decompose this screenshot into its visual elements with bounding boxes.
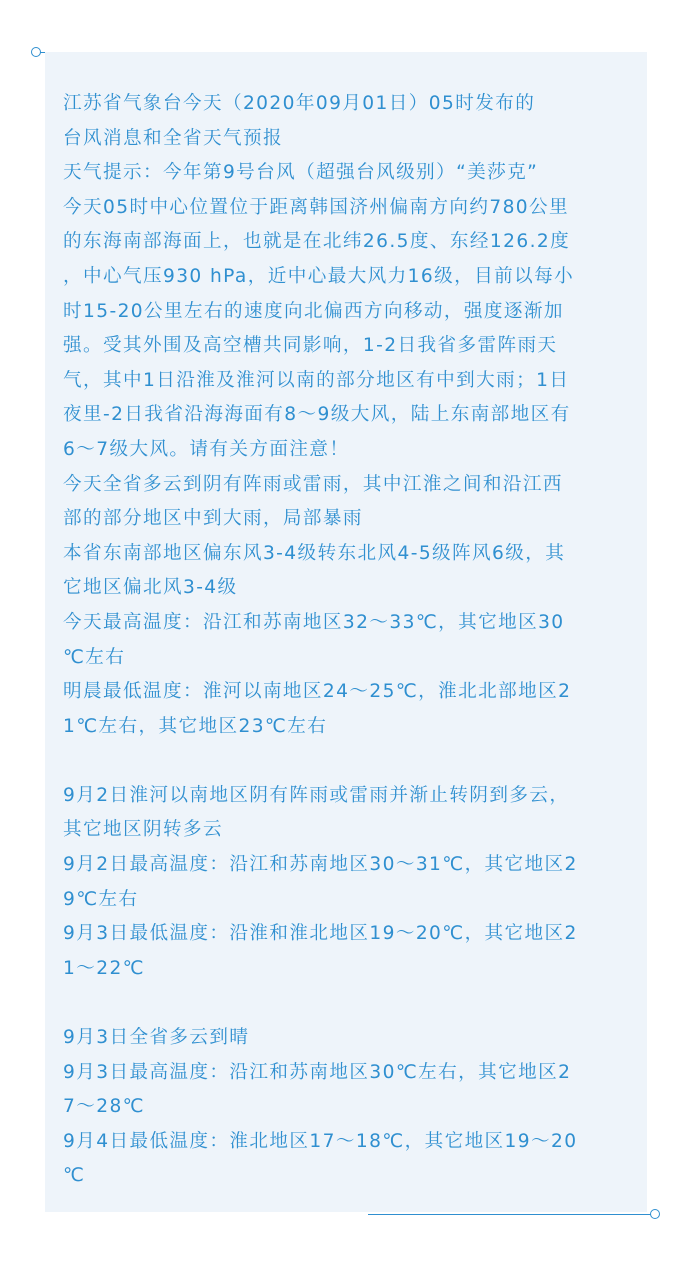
text-line: 部的部分地区中到大雨，局部暴雨 (63, 508, 363, 530)
forecast-text (63, 87, 631, 1194)
text-line: 其它地区阴转多云 (63, 819, 223, 841)
text-line: 江苏省气象台今天（2020年09月01日）05时发布的 (63, 93, 536, 114)
text-line: 9℃左右 (63, 888, 139, 910)
text-line: 气，其中1日沿淮及淮河以南的部分地区有中到大雨；1日 (63, 369, 570, 391)
bottom-decoration-circle-icon (650, 1209, 660, 1219)
text-line: 本省东南部地区偏东风3-4级转东北风4-5级阵风6级，其 (63, 542, 566, 564)
text-line: 的东海南部海面上，也就是在北纬26.5度、东经126.2度 (63, 231, 571, 253)
text-line: 它地区偏北风3-4级 (63, 577, 238, 599)
text-line: 夜里-2日我省沿海海面有8～9级大风，陆上东南部地区有 (63, 404, 571, 426)
text-line: 9月2日最高温度：沿江和苏南地区30～31℃，其它地区2 (63, 854, 578, 876)
text-line: 强。受其外围及高空槽共同影响，1-2日我省多雷阵雨天 (63, 335, 558, 357)
text-line: 9月3日最高温度：沿江和苏南地区30℃左右，其它地区2 (63, 1061, 572, 1083)
text-line: ，中心气压930 hPa，近中心最大风力16级，目前以每小 (63, 265, 575, 287)
text-line: 7～28℃ (63, 1096, 145, 1118)
text-line: 9月3日全省多云到晴 (63, 1027, 250, 1049)
text-line: 1～22℃ (63, 957, 145, 979)
paragraph-spacer (63, 986, 631, 1021)
text-line: 台风消息和全省天气预报 (63, 127, 283, 149)
text-line: 时15-20公里左右的速度向北偏西方向移动，强度逐渐加 (63, 300, 564, 322)
text-line: 明晨最低温度：淮河以南地区24～25℃，淮北北部地区2 (63, 681, 572, 703)
text-line: 天气提示：今年第9号台风（超强台风级别）“美莎克” (63, 162, 539, 184)
text-line: 6～7级大风。请有关方面注意！ (63, 438, 350, 460)
top-decoration-circle-icon (31, 47, 41, 57)
text-line: 9月2日淮河以南地区阴有阵雨或雷雨并渐止转阴到多云， (63, 784, 570, 806)
text-line: 今天05时中心位置位于距离韩国济州偏南方向约780公里 (63, 196, 570, 218)
text-line: 9月3日最低温度：沿淮和淮北地区19～20℃，其它地区2 (63, 923, 578, 945)
text-line: ℃左右 (63, 646, 126, 668)
text-line: 1℃左右，其它地区23℃左右 (63, 715, 328, 737)
text-line: 9月4日最低温度：淮北地区17～18℃，其它地区19～20 (63, 1130, 578, 1152)
text-line: 今天最高温度：沿江和苏南地区32～33℃，其它地区30 (63, 611, 565, 633)
paragraph-spacer (63, 744, 631, 779)
text-line: 今天全省多云到阴有阵雨或雷雨，其中江淮之间和沿江西 (63, 473, 563, 495)
text-line: ℃ (63, 1165, 86, 1187)
bottom-decoration-line (368, 1214, 656, 1215)
